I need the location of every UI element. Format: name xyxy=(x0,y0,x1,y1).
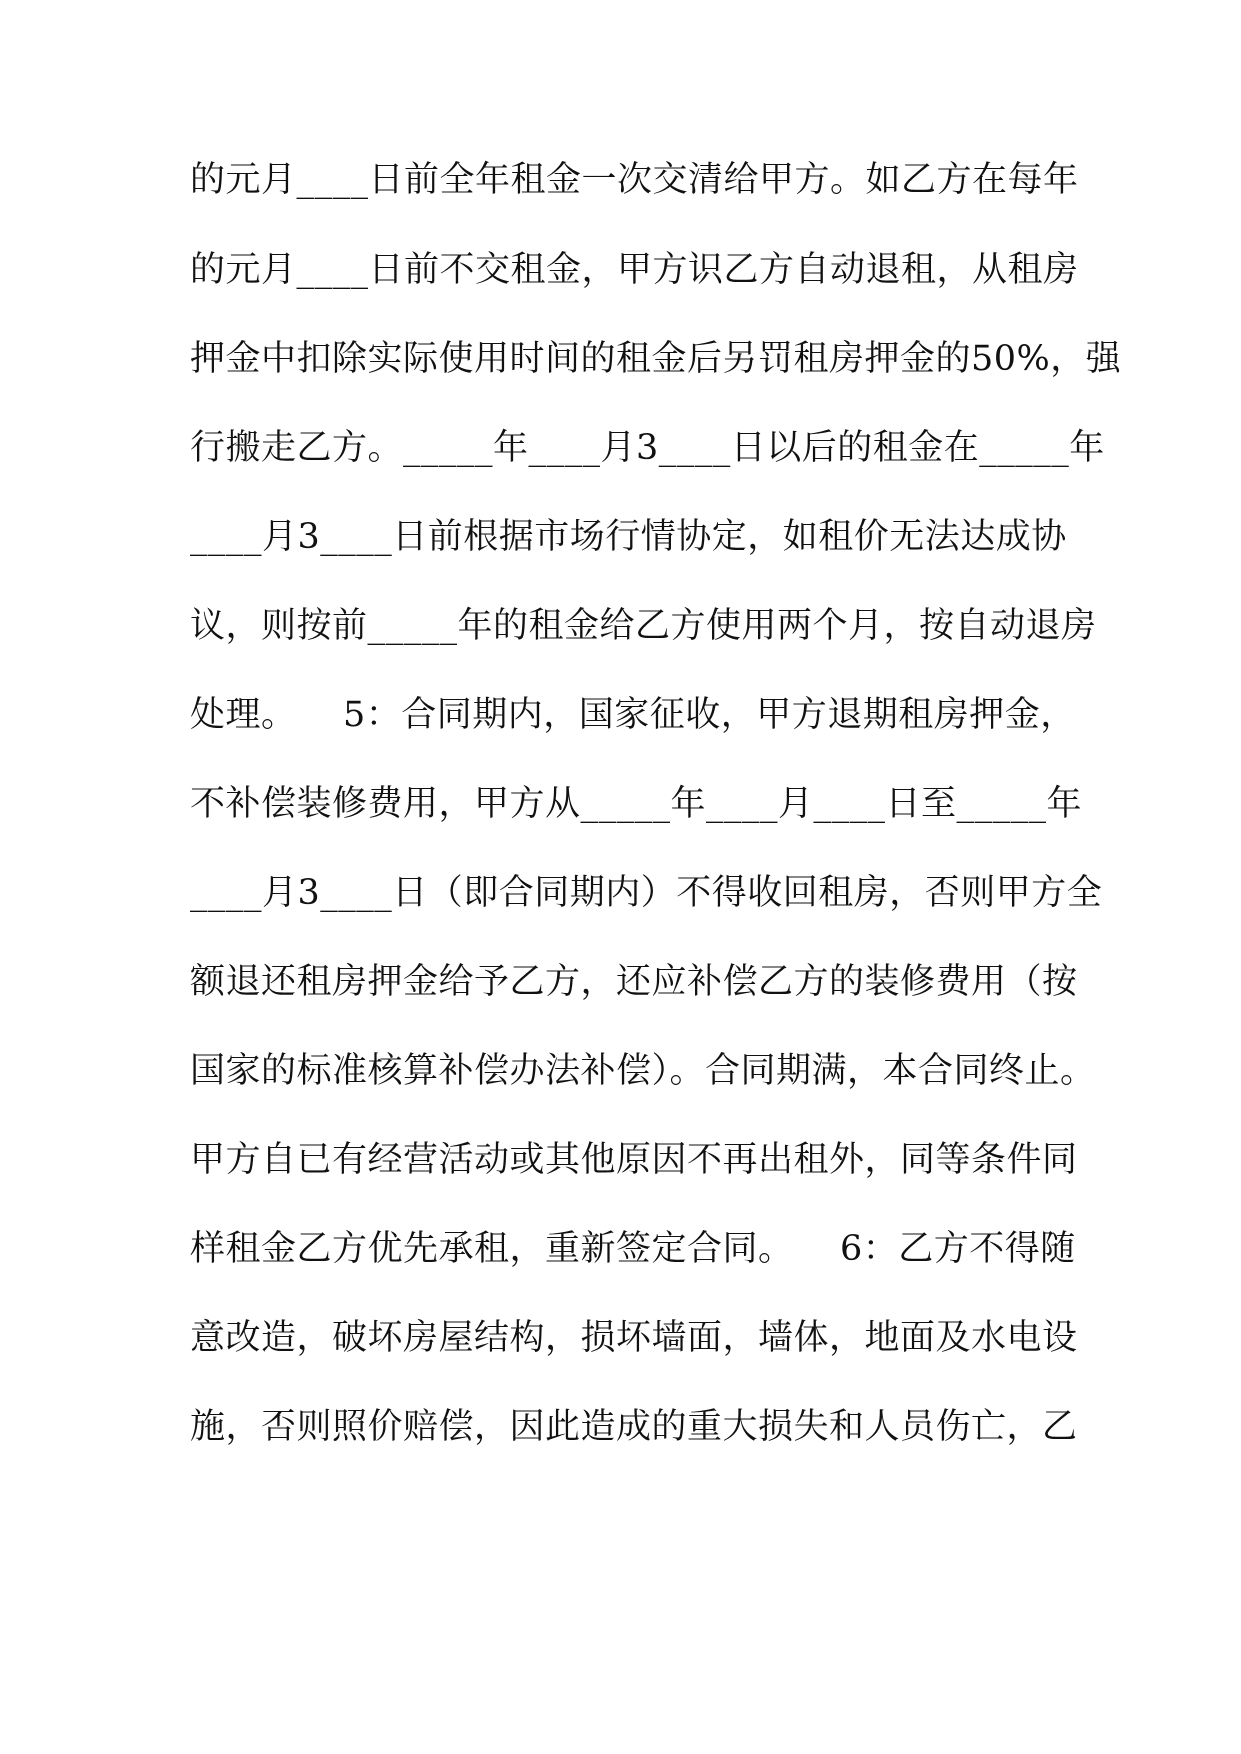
text-line: ____月3____日（即合同期内）不得收回租房，否则甲方全 xyxy=(190,873,1103,913)
text-line: 意改造，破坏房屋结构，损坏墙面，墙体，地面及水电设 xyxy=(190,1318,1078,1358)
text-line: 议，则按前_____年的租金给乙方使用两个月，按自动退房 xyxy=(190,606,1097,646)
text-line: 不补偿装修费用，甲方从_____年____月____日至_____年 xyxy=(190,784,1083,824)
text-line: 的元月____日前全年租金一次交清给甲方。如乙方在每年 xyxy=(190,160,1079,200)
text-line: 的元月____日前不交租金，甲方识乙方自动退租，从租房 xyxy=(190,250,1079,290)
text-line: 甲方自已有经营活动或其他原因不再出租外，同等条件同 xyxy=(190,1140,1078,1180)
text-line: 国家的标准核算补偿办法补偿）。合同期满，本合同终止。 xyxy=(190,1051,1096,1091)
text-line: 押金中扣除实际使用时间的租金后另罚租房押金的50%，强 xyxy=(190,339,1122,379)
text-line: ____月3____日前根据市场行情协定，如租价无法达成协 xyxy=(190,517,1067,557)
text-line: 处理。 5：合同期内，国家征收，甲方退期租房押金， xyxy=(190,695,1076,735)
text-line: 施，否则照价赔偿，因此造成的重大损失和人员伤亡，乙 xyxy=(190,1407,1078,1447)
text-line: 额退还租房押金给予乙方，还应补偿乙方的装修费用（按 xyxy=(190,962,1078,1002)
text-line: 行搬走乙方。_____年____月3____日以后的租金在_____年 xyxy=(190,428,1105,468)
text-line: 样租金乙方优先承租，重新签定合同。 6：乙方不得随 xyxy=(190,1229,1076,1269)
